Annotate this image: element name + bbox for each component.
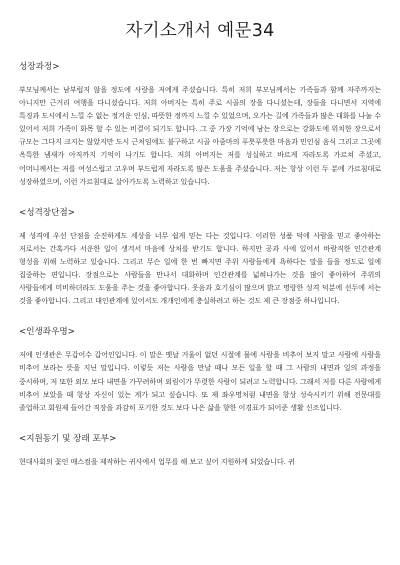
section-body: 현대사회의 꽃인 매스컴을 제작하는 귀사에서 업무를 해 보고 싶어 지원하게 되었습니다. 귀 [19, 456, 295, 466]
section-heading: <인생좌우명> [19, 327, 75, 338]
section-growth [19, 62, 381, 188]
section-heading: <지원동기 및 장래 포부> [19, 433, 117, 444]
section-motivation [19, 434, 381, 468]
section-heading: <성격장단점> [19, 207, 75, 218]
section-motto [19, 327, 381, 413]
section-body: 부모님께서는 남부럽지 않을 정도에 사랑을 저에게 주셨습니다. 특히 저희 부모님께서는 가족들과 함께 자주까지는 아니지만 근거리 여행을 다니셨습니다. 저희 아버지는 특히 주로 시골의 장을 다니셨는데, 장들을 다니면서 지역에 특징과 도시에서 느낄 수 없는 정겨운 인심, 따뜻한 정까지 느낄 수 있었으며, 오가는 길에 가족들과 많은 대화를 나눌 수 있어서 저희 가족이 화목 할 수 있는 비결이 되기도 합니다. 그 중 가장 기억에 남는 장으로는 강화도에 위치한 장으로서 규모는 그다지 크지는 않았지만 도시 근처임에도 불구하고 시골 아줌마의 푸릇푸릇한 마음과 민인심 음식 그리고 그곳에 옥특한 냄새가 아직까지 기억이 나기도 합니다. 저희 아버지는 저를 성실하고 바르게 자라도록 가르쳐 주셨고, 어머니께서는 저를 여성스럽고 고우며 부드럽게 자라도록 많은 도움을 주셨습니다. 저는 항상 이런 두 분에 가르침대로 성장하였으며, 이런 가르침대로 살아가도록 노력하고 있습니다. [19, 85, 381, 186]
section-heading: 성장과정> [19, 62, 60, 72]
section-body: 제 성격에 우선 단점을 순진하게도 세상을 너무 쉽게 믿는 다는 것입니다. 이러한 성품 덕에 사람을 믿고 좋아하는 저로서는 간혹가다 서운한 일이 생겨서 마음에 상처를 받기도 합니다. 하지만 공과 사에 있어서 바람직한 인간관계 형성을 위해 노력하고 있습니다. 그리고 무슨 일에 한 번 빠지면 주위 사람들에게 욕하다는 말을 들을 정도로 일에 집중하는 편입니다. 장점으로는 사람들을 만나서 대화하며 인간관계를 넓혀나가는 것을 많이 좋아하여 주위의 사람들에게 미비하더라도 도움을 주는 것을 좋아합니다. 웃음과 호기심이 많으며 밝고 명랑한 성격 덕분에 선두에 서는 것을 좋아합니다. 그리고 대인관계에 있어서도 개개인에게 충실하려고 하는 것도 제 큰 장점중 하나입니다. [19, 230, 381, 306]
section-personality [19, 208, 381, 308]
section-body: 저에 인생관은 무갑어수 갑어인입니다. 이 말은 옛날 거울이 없던 시절에 물에 사람을 비추어 보지 말고 사람에 사람을 비추어 보라는 뜻을 지닌 말입니다. 이렇듯 저는 사람을 만날 때나 모든 일을 할 때 그 사람의 내면과 일의 과정을 중시하며, 저 또한 외모 보다 내면을 가꾸려하며 외림이가 뚜렷한 사람이 되려고 노력합니다. 그래서 저를 다른 사람에게 비추어 보았을 때 항상 자신이 있는 게가 되고 싶습니다. 또 제 좌우명처럼 내면을 항상 성숙시키기 위해 전문대를 졸업하고 회원제 들어간 직장을 과감히 포기한 것도 보다 나은 삶을 향한 이경표가 되어준 생활 신조입니다. [19, 350, 381, 412]
document-title: 자기소개서 예문34 [125, 21, 275, 41]
